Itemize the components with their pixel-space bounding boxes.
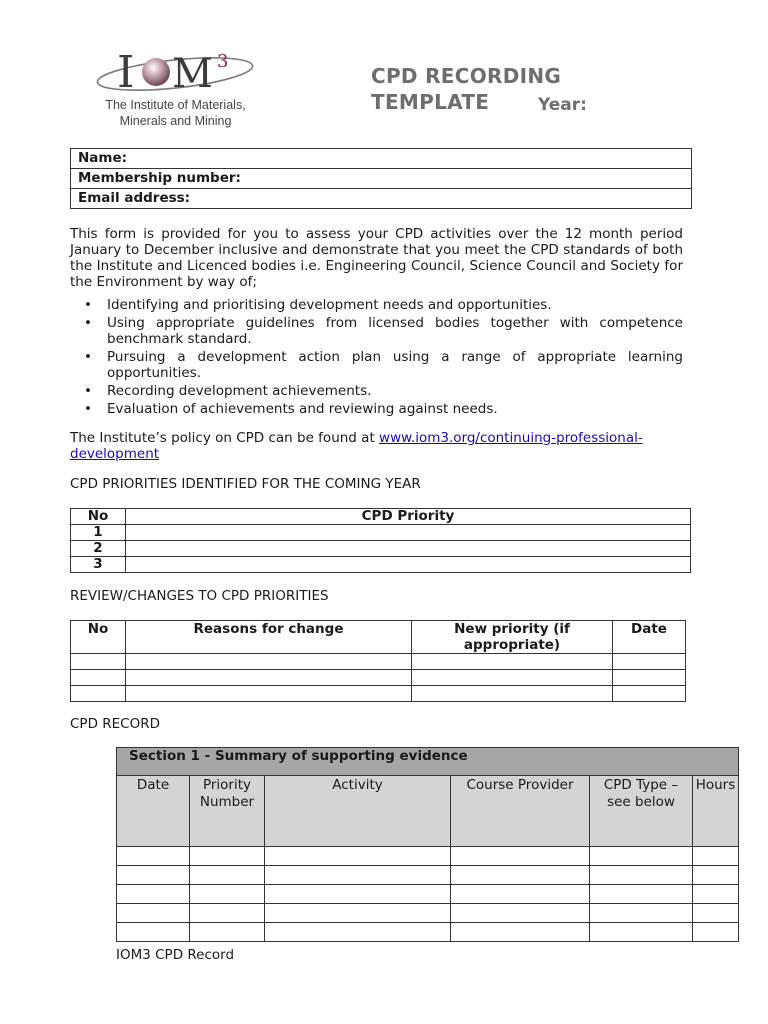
review-cell[interactable] <box>126 670 412 686</box>
review-cell[interactable] <box>126 686 412 702</box>
bullet-icon: • <box>84 383 92 399</box>
table-row <box>117 847 739 866</box>
record-cell[interactable] <box>451 923 590 942</box>
record-col-priority-number: Priority Number <box>190 776 265 847</box>
review-cell[interactable] <box>71 654 126 670</box>
record-cell[interactable] <box>117 847 190 866</box>
review-cell[interactable] <box>71 670 126 686</box>
logo-line-2: Minerals and Mining <box>119 114 232 128</box>
priority-cell[interactable] <box>126 557 691 573</box>
priorities-heading: CPD PRIORITIES IDENTIFIED FOR THE COMING YEAR <box>70 476 421 492</box>
policy-text: The Institute’s policy on CPD can be found at <box>70 430 380 446</box>
record-cell[interactable] <box>117 866 190 885</box>
list-item: • Identifying and prioritising development needs and opportunities. <box>84 297 552 313</box>
table-row <box>71 557 691 573</box>
priorities-table <box>70 508 691 573</box>
cpd-record-table <box>116 747 739 942</box>
review-heading: REVIEW/CHANGES TO CPD PRIORITIES <box>70 588 329 604</box>
table-row <box>71 686 686 702</box>
name-field[interactable]: Name: <box>71 149 692 169</box>
review-col-new-priority: New priority (if appropriate) <box>412 621 613 654</box>
review-cell[interactable] <box>613 686 686 702</box>
record-cell[interactable] <box>117 923 190 942</box>
review-col-date: Date <box>613 621 686 654</box>
record-cell[interactable] <box>451 847 590 866</box>
review-cell[interactable] <box>613 670 686 686</box>
membership-number-field[interactable]: Membership number: <box>71 169 692 189</box>
priority-number: 2 <box>71 541 126 557</box>
record-cell[interactable] <box>190 847 265 866</box>
record-cell[interactable] <box>693 866 739 885</box>
record-heading: CPD RECORD <box>70 716 160 732</box>
priority-number: 3 <box>71 557 126 573</box>
list-item: • Pursuing a development action plan using a range of appropriate learning opportunities. <box>84 349 683 381</box>
table-row <box>117 866 739 885</box>
svg-text:3: 3 <box>217 51 229 72</box>
record-cell[interactable] <box>451 904 590 923</box>
record-cell[interactable] <box>265 866 451 885</box>
record-cell[interactable] <box>590 885 693 904</box>
bullet-icon: • <box>84 315 92 331</box>
footer-text: IOM3 CPD Record <box>116 947 235 963</box>
bullet-icon: • <box>84 401 92 417</box>
priority-cell[interactable] <box>126 541 691 557</box>
record-col-activity: Activity <box>265 776 451 847</box>
svg-text:M: M <box>172 51 213 97</box>
list-item: • Evaluation of achievements and reviewing against needs. <box>84 401 498 417</box>
record-cell[interactable] <box>190 904 265 923</box>
table-row <box>71 654 686 670</box>
year-label: Year: <box>538 95 587 115</box>
priorities-col-priority: CPD Priority <box>126 509 691 525</box>
policy-paragraph <box>70 430 683 462</box>
record-cell[interactable] <box>117 904 190 923</box>
bullet-icon: • <box>84 349 92 365</box>
record-cell[interactable] <box>451 885 590 904</box>
table-row <box>117 885 739 904</box>
record-cell[interactable] <box>693 847 739 866</box>
title-line-1: CPD RECORDING <box>371 64 562 88</box>
record-cell[interactable] <box>190 866 265 885</box>
svg-text:I: I <box>117 47 135 98</box>
logo-mark-icon <box>93 42 258 102</box>
priority-cell[interactable] <box>126 525 691 541</box>
review-cell[interactable] <box>126 654 412 670</box>
priority-number: 1 <box>71 525 126 541</box>
review-cell[interactable] <box>71 686 126 702</box>
record-cell[interactable] <box>693 923 739 942</box>
record-cell[interactable] <box>265 923 451 942</box>
review-col-no: No <box>71 621 126 654</box>
record-cell[interactable] <box>451 866 590 885</box>
record-cell[interactable] <box>590 923 693 942</box>
record-cell[interactable] <box>265 847 451 866</box>
record-cell[interactable] <box>265 904 451 923</box>
section-title: Section 1 - Summary of supporting evidence <box>117 748 739 776</box>
record-col-cpd-type: CPD Type – see below <box>590 776 693 847</box>
table-row <box>71 541 691 557</box>
logo-line-1: The Institute of Materials, <box>105 98 246 112</box>
intro-paragraph: This form is provided for you to assess your CPD activities over the 12 month period January to December inclusive and demonstrate that you meet the CPD standards of both the Institute and Licenced bodies i.e. Engineering Council, Science Council and Society for the Environment by way of; <box>70 226 683 290</box>
list-item: • Recording development achievements. <box>84 383 372 399</box>
review-col-reasons: Reasons for change <box>126 621 412 654</box>
record-col-date: Date <box>117 776 190 847</box>
record-col-course-provider: Course Provider <box>451 776 590 847</box>
review-cell[interactable] <box>613 654 686 670</box>
title-line-2: TEMPLATE <box>371 90 490 114</box>
record-cell[interactable] <box>693 885 739 904</box>
iom3-logo <box>93 42 258 130</box>
review-table <box>70 620 686 702</box>
identity-table <box>70 148 692 209</box>
table-row <box>71 525 691 541</box>
priorities-col-no: No <box>71 509 126 525</box>
table-row <box>71 670 686 686</box>
table-row <box>117 904 739 923</box>
record-cell[interactable] <box>693 904 739 923</box>
review-cell[interactable] <box>412 654 613 670</box>
record-cell[interactable] <box>590 866 693 885</box>
list-item: • Using appropriate guidelines from licensed bodies together with competence benchmark standard. <box>84 315 683 347</box>
record-cell[interactable] <box>117 885 190 904</box>
record-cell[interactable] <box>590 847 693 866</box>
record-cell[interactable] <box>190 885 265 904</box>
record-cell[interactable] <box>190 923 265 942</box>
purpose-list <box>70 297 683 419</box>
record-cell[interactable] <box>265 885 451 904</box>
table-row <box>117 923 739 942</box>
review-cell[interactable] <box>412 670 613 686</box>
email-address-field[interactable]: Email address: <box>71 189 692 209</box>
record-cell[interactable] <box>590 904 693 923</box>
record-col-hours: Hours <box>693 776 739 847</box>
policy-link[interactable]: www.iom3.org/continuing-professional-development <box>70 430 643 462</box>
bullet-icon: • <box>84 297 92 313</box>
review-cell[interactable] <box>412 686 613 702</box>
